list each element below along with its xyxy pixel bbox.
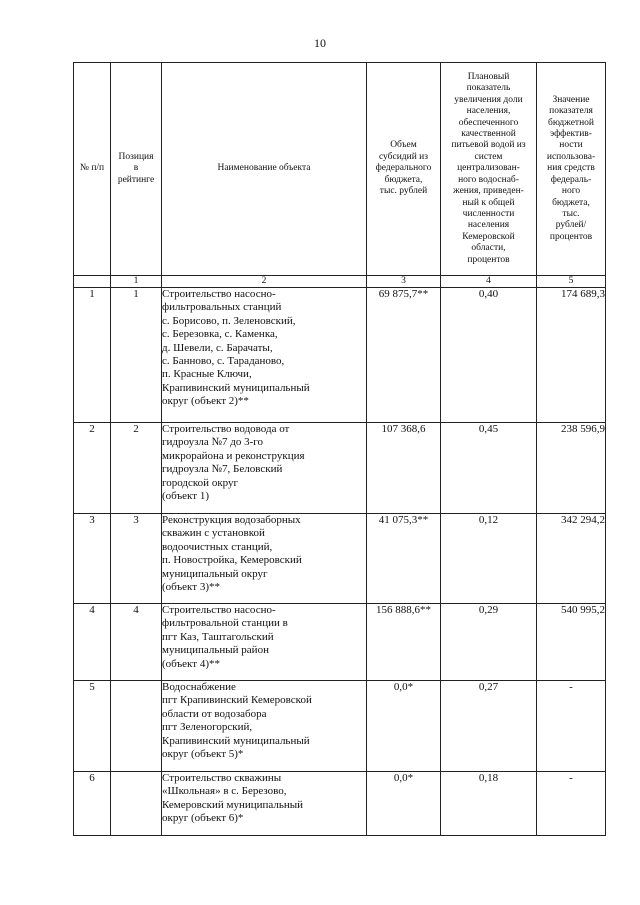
subsidy-volume: 0,0*	[367, 681, 441, 772]
row-position: 4	[111, 604, 162, 681]
text-line: микрорайона и реконструкция	[162, 449, 305, 462]
row-number: 6	[74, 772, 111, 836]
budget-efficiency: 342 294,2	[537, 514, 606, 604]
planned-share: 0,12	[441, 514, 537, 604]
text-line: качественной	[461, 129, 516, 140]
text-line: д. Шевели, с. Барачаты,	[162, 341, 273, 354]
text-line: «Школьная» в с. Березово,	[162, 785, 287, 798]
text-line: федераль-	[550, 174, 592, 185]
text-line: округ (объект 5)*	[162, 748, 244, 761]
text-line: ности	[559, 140, 583, 151]
text-line: водоочистных станций,	[162, 540, 273, 553]
planned-share: 0,18	[441, 772, 537, 836]
table-row	[74, 423, 606, 514]
row-position	[111, 772, 162, 836]
table-row	[74, 604, 606, 681]
text-line: с. Березовка, с. Каменка,	[162, 328, 278, 341]
column-number: 2	[162, 276, 367, 288]
budget-efficiency: -	[537, 772, 606, 836]
column-number: 5	[537, 276, 606, 288]
text-line: тыс. рублей	[379, 186, 428, 197]
row-position: 3	[111, 514, 162, 604]
text-line: систем	[474, 151, 503, 162]
text-line: фильтровальных станций	[162, 301, 282, 314]
text-line: ния средств	[547, 163, 595, 174]
text-line: централизован-	[457, 163, 520, 174]
text-line: процентов	[549, 231, 593, 242]
text-line: населения,	[466, 106, 511, 117]
text-line: гидроузла №7, Беловский	[162, 463, 283, 476]
text-line: муниципальный округ	[162, 567, 268, 580]
row-position: 2	[111, 423, 162, 514]
text-line: питьевой водой из	[451, 140, 526, 151]
text-line: использова-	[546, 151, 596, 162]
subsidy-table	[73, 62, 606, 836]
text-line: Реконструкция водозаборных	[162, 514, 301, 526]
column-number: 4	[441, 276, 537, 288]
text-line: Крапивинский муниципальный	[162, 734, 310, 747]
text-line: населения	[467, 220, 510, 231]
page-number: 10	[314, 36, 326, 50]
text-line: Строительство насосно-	[162, 288, 276, 300]
budget-efficiency: 540 995,2	[537, 604, 606, 681]
text-line: субсидий из	[378, 151, 429, 162]
subsidy-volume: 41 075,3**	[367, 514, 441, 604]
header-position	[111, 63, 162, 276]
text-line: Кемеровской	[462, 231, 515, 242]
text-line: Значение	[552, 94, 590, 105]
text-line: Крапивинский муниципальный	[162, 381, 310, 394]
text-line: ный к общей	[462, 197, 515, 208]
text-line: № п/п	[79, 163, 105, 174]
text-line: (объект 4)**	[162, 657, 220, 670]
text-line: скважин с установкой	[162, 527, 265, 540]
text-line: рублей/	[555, 220, 587, 231]
text-line: Наименование объекта	[217, 163, 311, 174]
text-line: (объект 3)**	[162, 581, 220, 594]
subsidy-volume: 0,0*	[367, 772, 441, 836]
text-line: Строительство водовода от	[162, 423, 290, 435]
header-object-name	[162, 63, 367, 276]
subsidy-volume: 107 368,6	[367, 423, 441, 514]
column-numbers-row	[74, 276, 606, 288]
column-number: 3	[367, 276, 441, 288]
text-line: бюджетной	[547, 117, 594, 128]
text-line: обеспеченного	[458, 117, 519, 128]
text-line: округ (объект 2)**	[162, 395, 249, 408]
text-line: ного	[561, 186, 581, 197]
subsidy-volume: 156 888,6**	[367, 604, 441, 681]
row-position	[111, 681, 162, 772]
text-line: п. Красные Ключи,	[162, 368, 252, 381]
table-row	[74, 514, 606, 604]
text-line: Строительство скважины	[162, 772, 282, 784]
row-number: 2	[74, 423, 111, 514]
budget-efficiency: 238 596,9	[537, 423, 606, 514]
text-line: муниципальный район	[162, 644, 269, 657]
text-line: пгт Зеленогорский,	[162, 721, 253, 734]
text-line: пгт Крапивинский Кемеровской	[162, 694, 312, 707]
text-line: эффектив-	[550, 129, 592, 140]
header-num	[74, 63, 111, 276]
header-budget-efficiency	[537, 63, 606, 276]
planned-share: 0,27	[441, 681, 537, 772]
text-line: пгт Каз, Таштагольский	[162, 630, 274, 643]
text-line: ного водоснаб-	[458, 174, 519, 185]
text-line: Водоснабжение	[162, 681, 236, 693]
object-name	[162, 288, 367, 423]
text-line: Позиция	[118, 151, 154, 162]
text-line: Объем	[390, 140, 417, 151]
text-line: показателя	[549, 106, 593, 117]
header-planned-share	[441, 63, 537, 276]
text-line: Строительство насосно-	[162, 604, 276, 616]
budget-efficiency: -	[537, 681, 606, 772]
text-line: показатель	[466, 83, 511, 94]
text-line: гидроузла №7 до 3-го	[162, 436, 264, 449]
text-line: бюджета,	[552, 197, 590, 208]
planned-share: 0,29	[441, 604, 537, 681]
text-line: жения, приведен-	[453, 186, 524, 197]
text-line: федерального	[375, 163, 432, 174]
text-line: численности	[462, 208, 515, 219]
text-line: тыс.	[562, 208, 580, 219]
planned-share: 0,45	[441, 423, 537, 514]
object-name	[162, 514, 367, 604]
text-line: области,	[471, 243, 506, 254]
planned-share: 0,40	[441, 288, 537, 423]
text-line: (объект 1)	[162, 490, 209, 503]
object-name	[162, 604, 367, 681]
budget-efficiency: 174 689,3	[537, 288, 606, 423]
header-subsidy-volume	[367, 63, 441, 276]
column-number	[74, 276, 111, 288]
text-line: с. Борисово, п. Зеленовский,	[162, 314, 296, 327]
row-number: 3	[74, 514, 111, 604]
text-line: с. Банново, с. Тараданово,	[162, 355, 285, 368]
text-line: области от водозабора	[162, 707, 267, 720]
row-number: 1	[74, 288, 111, 423]
header-row	[74, 63, 606, 276]
row-number: 4	[74, 604, 111, 681]
text-line: округ (объект 6)*	[162, 812, 244, 825]
table-row	[74, 681, 606, 772]
table-row	[74, 772, 606, 836]
table-row	[74, 288, 606, 423]
text-line: Кемеровский муниципальный	[162, 798, 304, 811]
text-line: городской округ	[162, 476, 239, 489]
text-line: бюджета,	[384, 174, 423, 185]
column-number: 1	[111, 276, 162, 288]
text-line: рейтинге	[117, 174, 155, 185]
text-line: увеличения доли	[454, 94, 523, 105]
text-line: фильтровальной станции в	[162, 617, 288, 630]
text-line: п. Новостройка, Кемеровский	[162, 554, 302, 567]
subsidy-volume: 69 875,7**	[367, 288, 441, 423]
text-line: в	[133, 163, 139, 174]
object-name	[162, 423, 367, 514]
text-line: процентов	[467, 254, 510, 265]
text-line: Плановый	[467, 72, 510, 83]
row-number: 5	[74, 681, 111, 772]
row-position: 1	[111, 288, 162, 423]
object-name	[162, 772, 367, 836]
object-name	[162, 681, 367, 772]
